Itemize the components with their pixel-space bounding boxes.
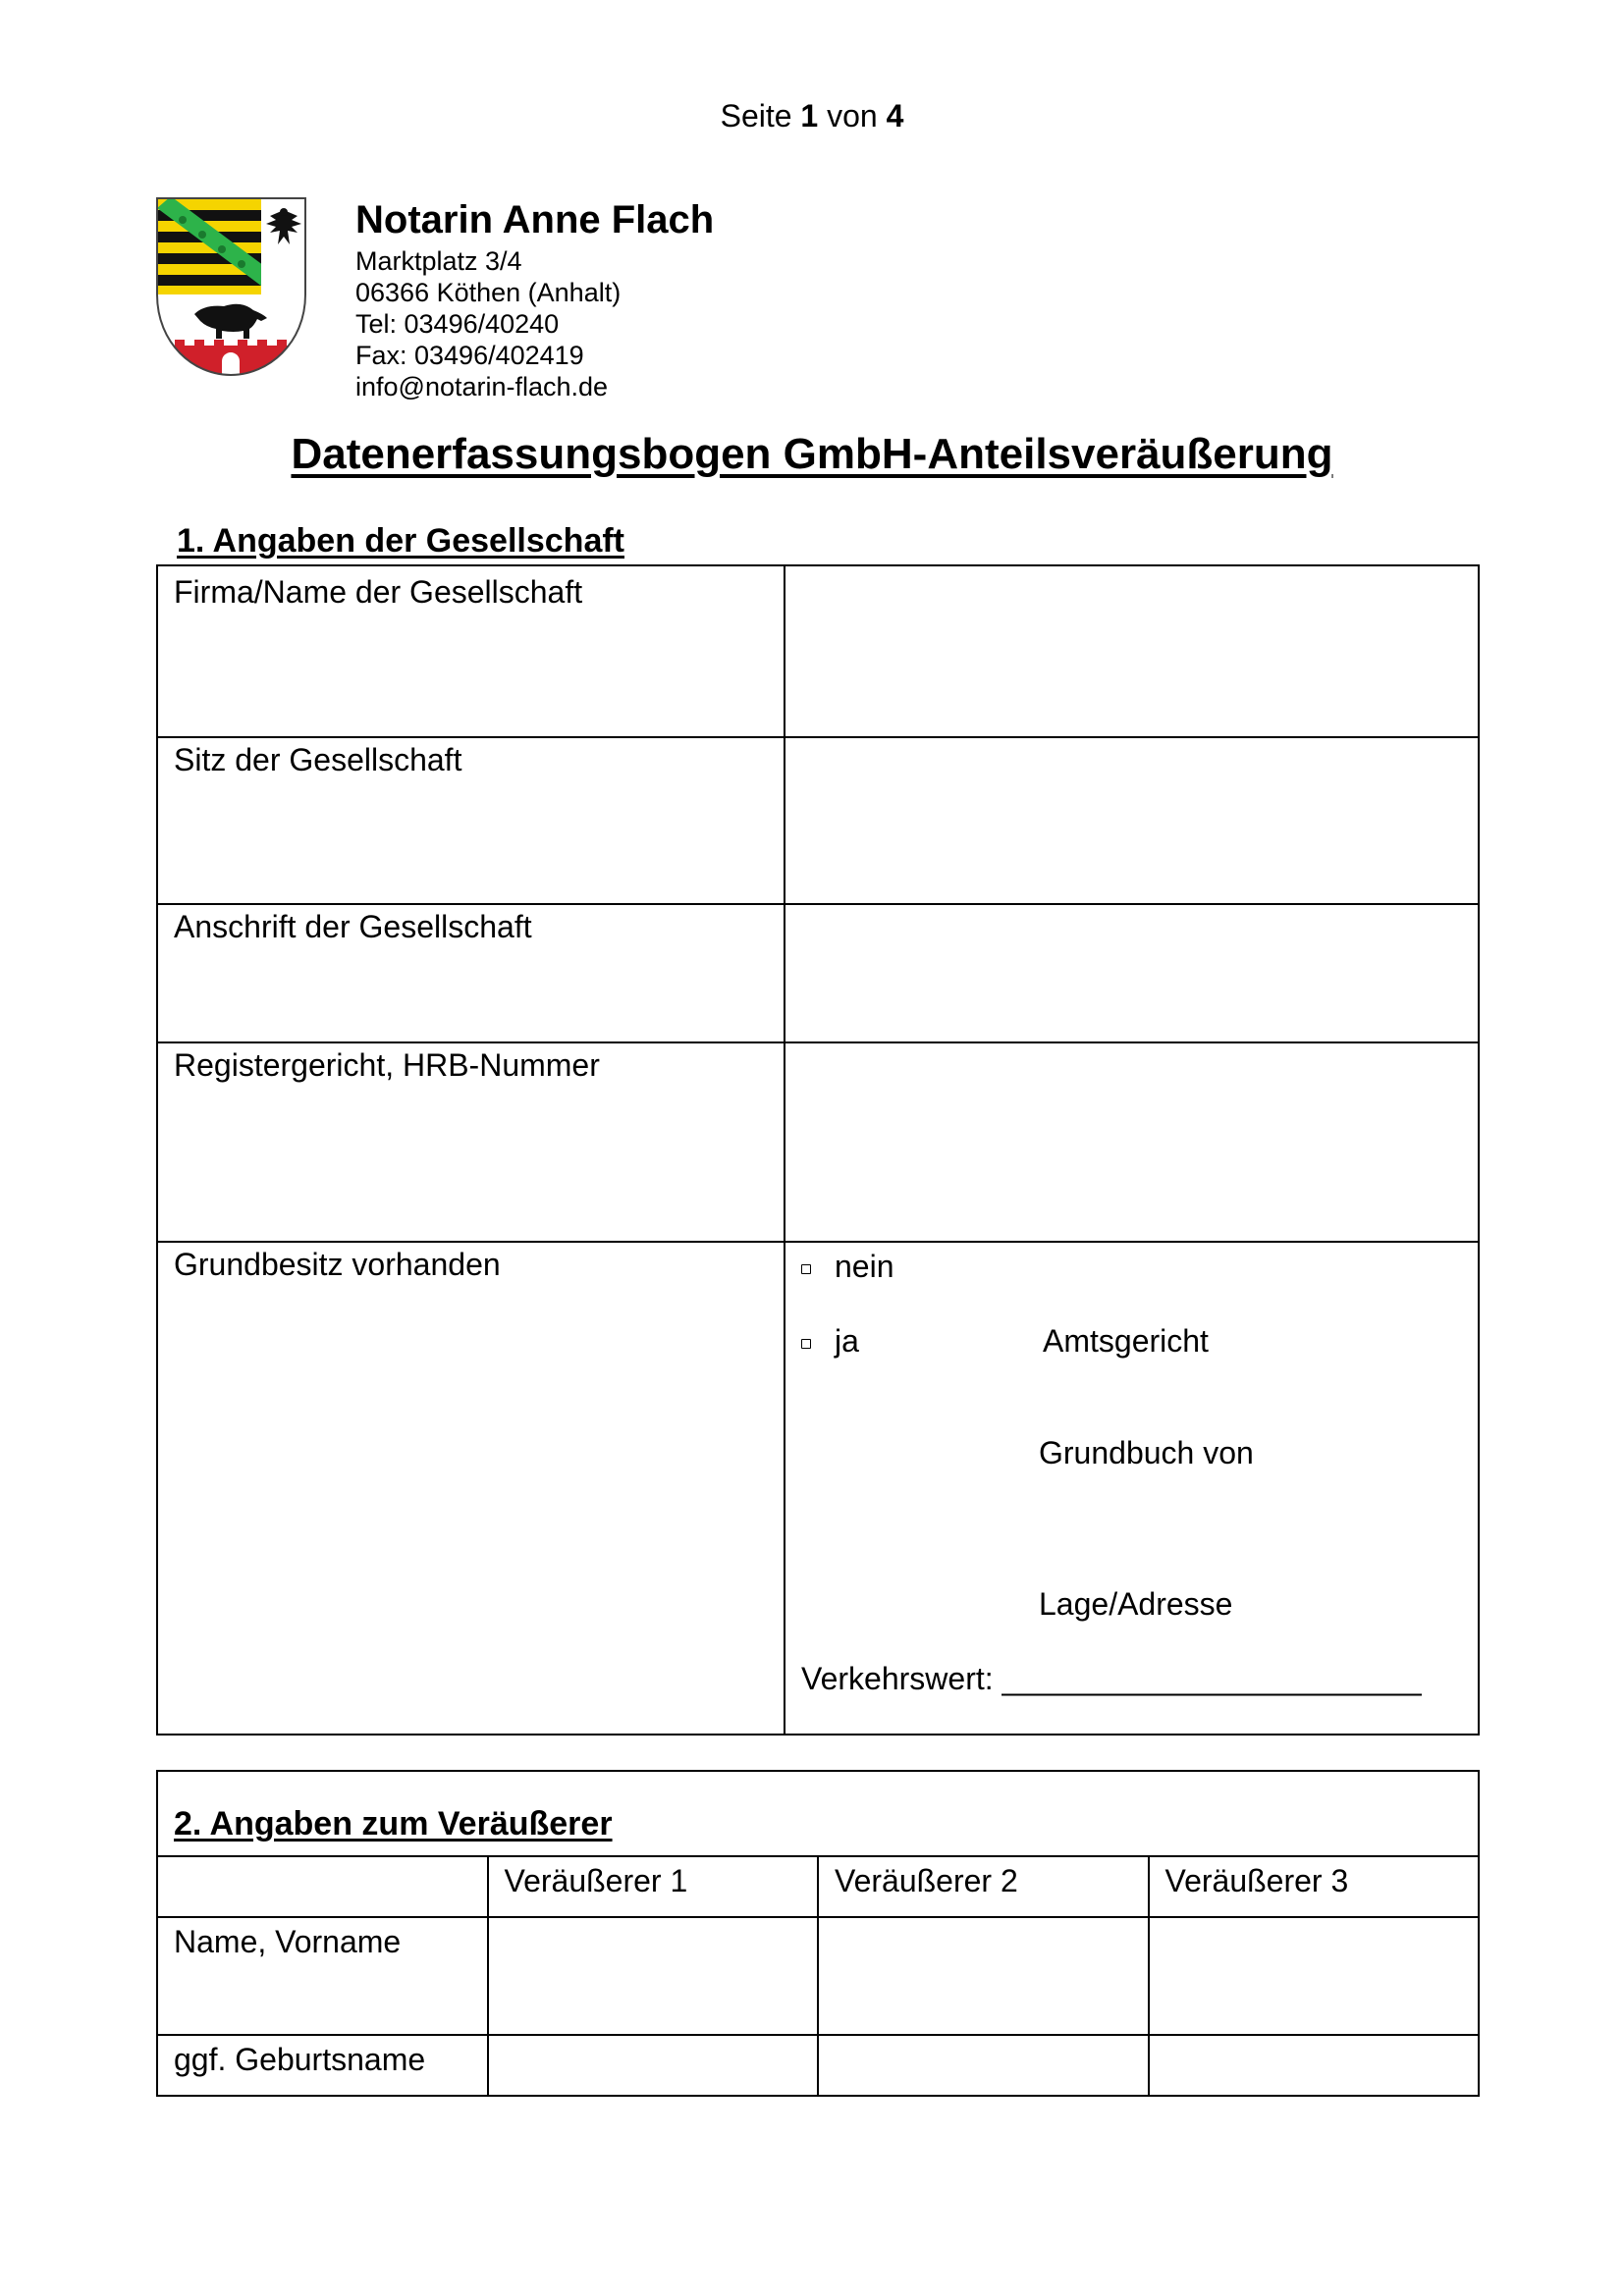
table-row xyxy=(157,1917,1479,2035)
row-label: Anschrift der Gesellschaft xyxy=(174,909,532,944)
section1-heading: 1. Angaben der Gesellschaft xyxy=(177,522,624,560)
company-seat-field[interactable] xyxy=(785,737,1479,904)
company-table xyxy=(156,564,1480,1735)
header-empty-cell xyxy=(157,1856,488,1917)
page-current: 1 xyxy=(800,98,819,133)
notary-email: info@notarin-flach.de xyxy=(355,372,609,401)
grundbesitz-cell xyxy=(785,1242,1479,1735)
register-field[interactable] xyxy=(785,1042,1479,1242)
lage-label: Lage/Adresse xyxy=(1039,1586,1233,1622)
seller3-name-field[interactable] xyxy=(1149,1917,1480,2035)
page-sep: von xyxy=(827,98,878,133)
table-row xyxy=(157,1042,1479,1242)
notary-city: 06366 Köthen (Anhalt) xyxy=(355,278,622,307)
table-row xyxy=(157,904,1479,1042)
seller2-birthname-field[interactable] xyxy=(818,2035,1149,2096)
row-label: Name, Vorname xyxy=(157,1917,488,2035)
company-name-field[interactable] xyxy=(785,565,1479,737)
amtsgericht-label: Amtsgericht xyxy=(1043,1323,1209,1359)
page-prefix: Seite xyxy=(720,98,792,133)
option-yes-label: ja xyxy=(835,1323,859,1359)
table-row xyxy=(157,1242,1479,1735)
page-number xyxy=(0,98,1624,134)
checkbox-icon[interactable] xyxy=(801,1339,811,1349)
option-no-label: nein xyxy=(835,1249,894,1284)
row-label: ggf. Geburtsname xyxy=(157,2035,488,2096)
table-row xyxy=(157,1856,1479,1917)
document-title: Datenerfassungsbogen GmbH-Anteilsveräußerung xyxy=(291,430,1333,478)
notary-street: Marktplatz 3/4 xyxy=(355,246,522,276)
checkbox-icon[interactable] xyxy=(801,1264,811,1274)
option-no[interactable] xyxy=(801,1249,894,1285)
notary-fax: Fax: 03496/402419 xyxy=(355,341,584,370)
column-header: Veräußerer 1 xyxy=(488,1856,819,1917)
seller-table xyxy=(156,1770,1480,2097)
seller2-name-field[interactable] xyxy=(818,1917,1149,2035)
section2-heading: 2. Angaben zum Veräußerer xyxy=(174,1805,613,1842)
table-row xyxy=(157,2035,1479,2096)
column-header: Veräußerer 2 xyxy=(818,1856,1149,1917)
company-address-field[interactable] xyxy=(785,904,1479,1042)
seller1-birthname-field[interactable] xyxy=(488,2035,819,2096)
row-label: Sitz der Gesellschaft xyxy=(174,742,462,777)
page-total: 4 xyxy=(886,98,904,133)
seller3-birthname-field[interactable] xyxy=(1149,2035,1480,2096)
notary-name: Notarin Anne Flach xyxy=(355,198,715,241)
table-row xyxy=(157,1771,1479,1856)
table-row xyxy=(157,737,1479,904)
grundbuch-label: Grundbuch von xyxy=(1039,1435,1254,1470)
coat-of-arms-icon xyxy=(155,196,307,378)
notary-tel: Tel: 03496/40240 xyxy=(355,309,560,339)
column-header: Veräußerer 3 xyxy=(1149,1856,1480,1917)
verkehrswert-field[interactable]: Verkehrswert: ________________________ xyxy=(801,1661,1422,1696)
option-yes[interactable] xyxy=(801,1323,859,1360)
seller1-name-field[interactable] xyxy=(488,1917,819,2035)
row-label: Registergericht, HRB-Nummer xyxy=(174,1047,600,1083)
table-row xyxy=(157,565,1479,737)
row-label: Firma/Name der Gesellschaft xyxy=(174,574,583,610)
row-label: Grundbesitz vorhanden xyxy=(174,1247,501,1282)
